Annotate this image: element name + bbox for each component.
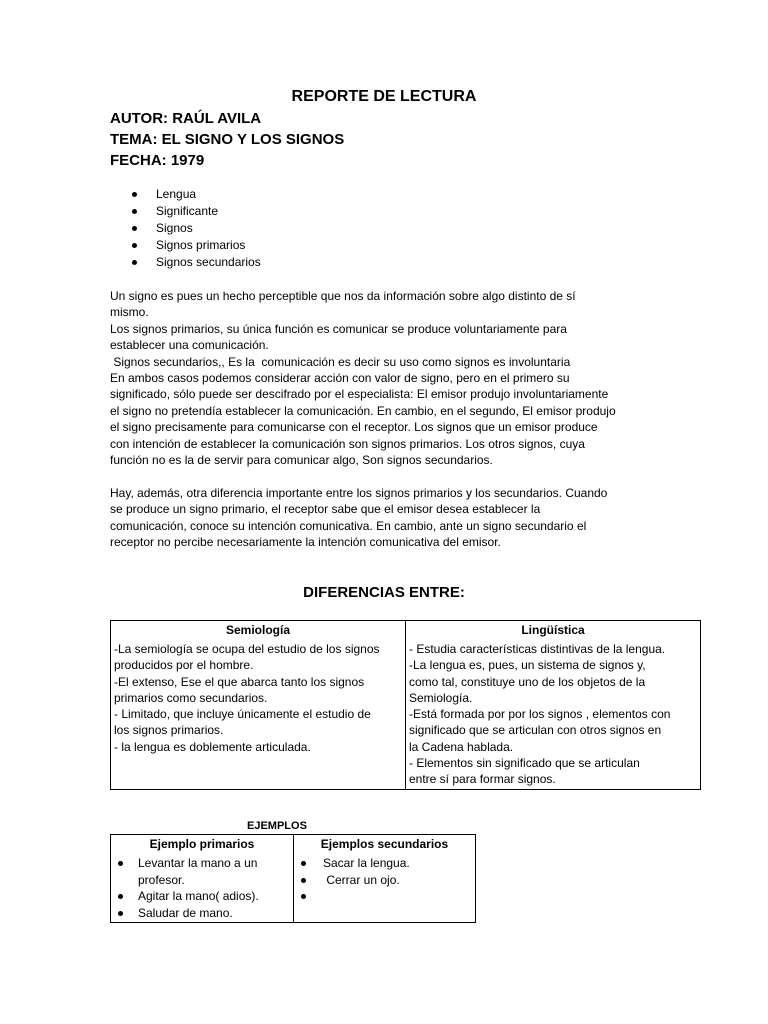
topic-line: TEMA: EL SIGNO Y LOS SIGNOS xyxy=(110,131,345,148)
bullet-icon xyxy=(118,894,123,899)
text-line: Hay, además, otra diferencia importante entre los signos primarios y los secundarios. Cuando xyxy=(110,486,608,500)
column-header-semiologia: Semiología xyxy=(111,621,406,641)
document-title: REPORTE DE LECTURA xyxy=(291,88,477,105)
cell-line: producidos por el hombre. xyxy=(114,658,254,673)
text-line: receptor no percibe necesariamente la intención comunicativa del emisor. xyxy=(110,535,501,550)
paragraph-diferencia xyxy=(110,485,655,551)
cell-line: - la lengua es doblemente articulada. xyxy=(114,739,311,754)
text-line: función no es la de servir para comunicar algo, Son signos secundarios. xyxy=(110,453,493,468)
text-line: Un signo es pues un hecho perceptible que nos da información sobre algo distinto de sí xyxy=(110,289,576,303)
list-item: Significante xyxy=(110,203,261,220)
cell-line: como tal, constituye uno de los objetos de la xyxy=(409,674,646,689)
differences-heading: DIFERENCIAS ENTRE: xyxy=(303,584,465,601)
cell-line: la Cadena hablada. xyxy=(409,739,514,754)
linguistica-cell xyxy=(406,640,701,789)
text-line: mismo. xyxy=(110,305,149,320)
bullet-icon xyxy=(132,243,137,248)
column-header-linguistica: Lingüística xyxy=(406,621,701,641)
column-header-secundarios: Ejemplos secundarios xyxy=(294,835,476,855)
text-line: comunicación, conoce su intención comunicativa. En cambio, ante un signo secundario el xyxy=(110,518,587,533)
bullet-icon xyxy=(132,226,137,231)
examples-label: EJEMPLOS xyxy=(247,820,307,832)
cell-line: -Está formada por por los signos , elementos con xyxy=(409,707,671,722)
bullet-icon xyxy=(301,878,306,883)
list-item: Saludar de mano. xyxy=(114,905,290,922)
column-header-primarios: Ejemplo primarios xyxy=(111,835,294,855)
list-item: Signos secundarios xyxy=(110,254,261,271)
text-line: significado, sólo puede ser descifrado por el especialista: El emisor produjo involuntariamente xyxy=(110,387,609,402)
list-item: Lengua xyxy=(110,186,261,203)
date-line: FECHA: 1979 xyxy=(110,152,205,169)
cell-line: Semiología. xyxy=(409,690,473,705)
bullet-icon xyxy=(118,911,123,916)
cell-line: - Estudia características distintivas de la lengua. xyxy=(409,642,666,656)
bullet-icon xyxy=(132,209,137,214)
cell-line: primarios como secundarios. xyxy=(114,690,268,705)
cell-line: - Limitado, que incluye únicamente el estudio de xyxy=(114,707,371,722)
list-item: Signos primarios xyxy=(110,237,261,254)
cell-line: -La semiología se ocupa del estudio de los signos xyxy=(114,642,380,656)
table-header-row xyxy=(111,621,701,641)
bullet-icon xyxy=(301,861,306,866)
table-row xyxy=(111,640,701,789)
primarios-list xyxy=(114,855,290,921)
list-item: Sacar la lengua. xyxy=(297,855,472,872)
bullet-icon xyxy=(132,192,137,197)
text-line: establecer una comunicación. xyxy=(110,338,269,353)
text-line: se produce un signo primario, el receptor sabe que el emisor desea establecer la xyxy=(110,502,541,517)
author-line: AUTOR: RAÚL AVILA xyxy=(110,110,262,127)
list-item: Cerrar un ojo. xyxy=(297,872,472,889)
table-header-row xyxy=(111,835,476,855)
list-item: Signos xyxy=(110,220,261,237)
list-item xyxy=(297,888,472,905)
cell-line: -El extenso, Ese el que abarca tanto los signos xyxy=(114,674,365,689)
examples-table xyxy=(110,834,476,923)
primarios-cell xyxy=(111,854,294,923)
table-row xyxy=(111,854,476,923)
list-item: Levantar la mano a un profesor. xyxy=(114,855,290,888)
cell-line: -La lengua es, pues, un sistema de signos y, xyxy=(409,658,646,673)
text-line: Signos secundarios,, Es la comunicación es decir su uso como signos es involuntaria xyxy=(110,354,571,369)
bullet-icon xyxy=(132,260,137,265)
text-line: con intención de establecer la comunicación son signos primarios. Los otros signos, cuya xyxy=(110,436,585,451)
cell-line: - Elementos sin significado que se articulan xyxy=(409,756,640,771)
text-line: En ambos casos podemos considerar acción con valor de signo, pero en el primero su xyxy=(110,371,570,386)
text-line: Los signos primarios, su única función es comunicar se produce voluntariamente para xyxy=(110,321,567,336)
topic-list xyxy=(110,186,261,271)
list-item: Agitar la mano( adios). xyxy=(114,888,290,905)
cell-line: los signos primarios. xyxy=(114,723,224,738)
bullet-icon xyxy=(118,861,123,866)
secundarios-list xyxy=(297,855,472,905)
text-line: el signo precisamente para comunicarse con el receptor. Los signos que un emisor produce xyxy=(110,420,598,435)
secundarios-cell xyxy=(294,854,476,923)
paragraph-signos xyxy=(110,288,655,468)
cell-line: significado que se articulan con otros signos en xyxy=(409,723,662,738)
cell-line: entre sí para formar signos. xyxy=(409,772,556,787)
semiologia-cell xyxy=(111,640,406,789)
differences-table xyxy=(110,620,701,790)
bullet-icon xyxy=(301,894,306,899)
text-line: el signo no pretendía establecer la comunicación. En cambio, en el segundo, El emisor produjo xyxy=(110,403,616,418)
